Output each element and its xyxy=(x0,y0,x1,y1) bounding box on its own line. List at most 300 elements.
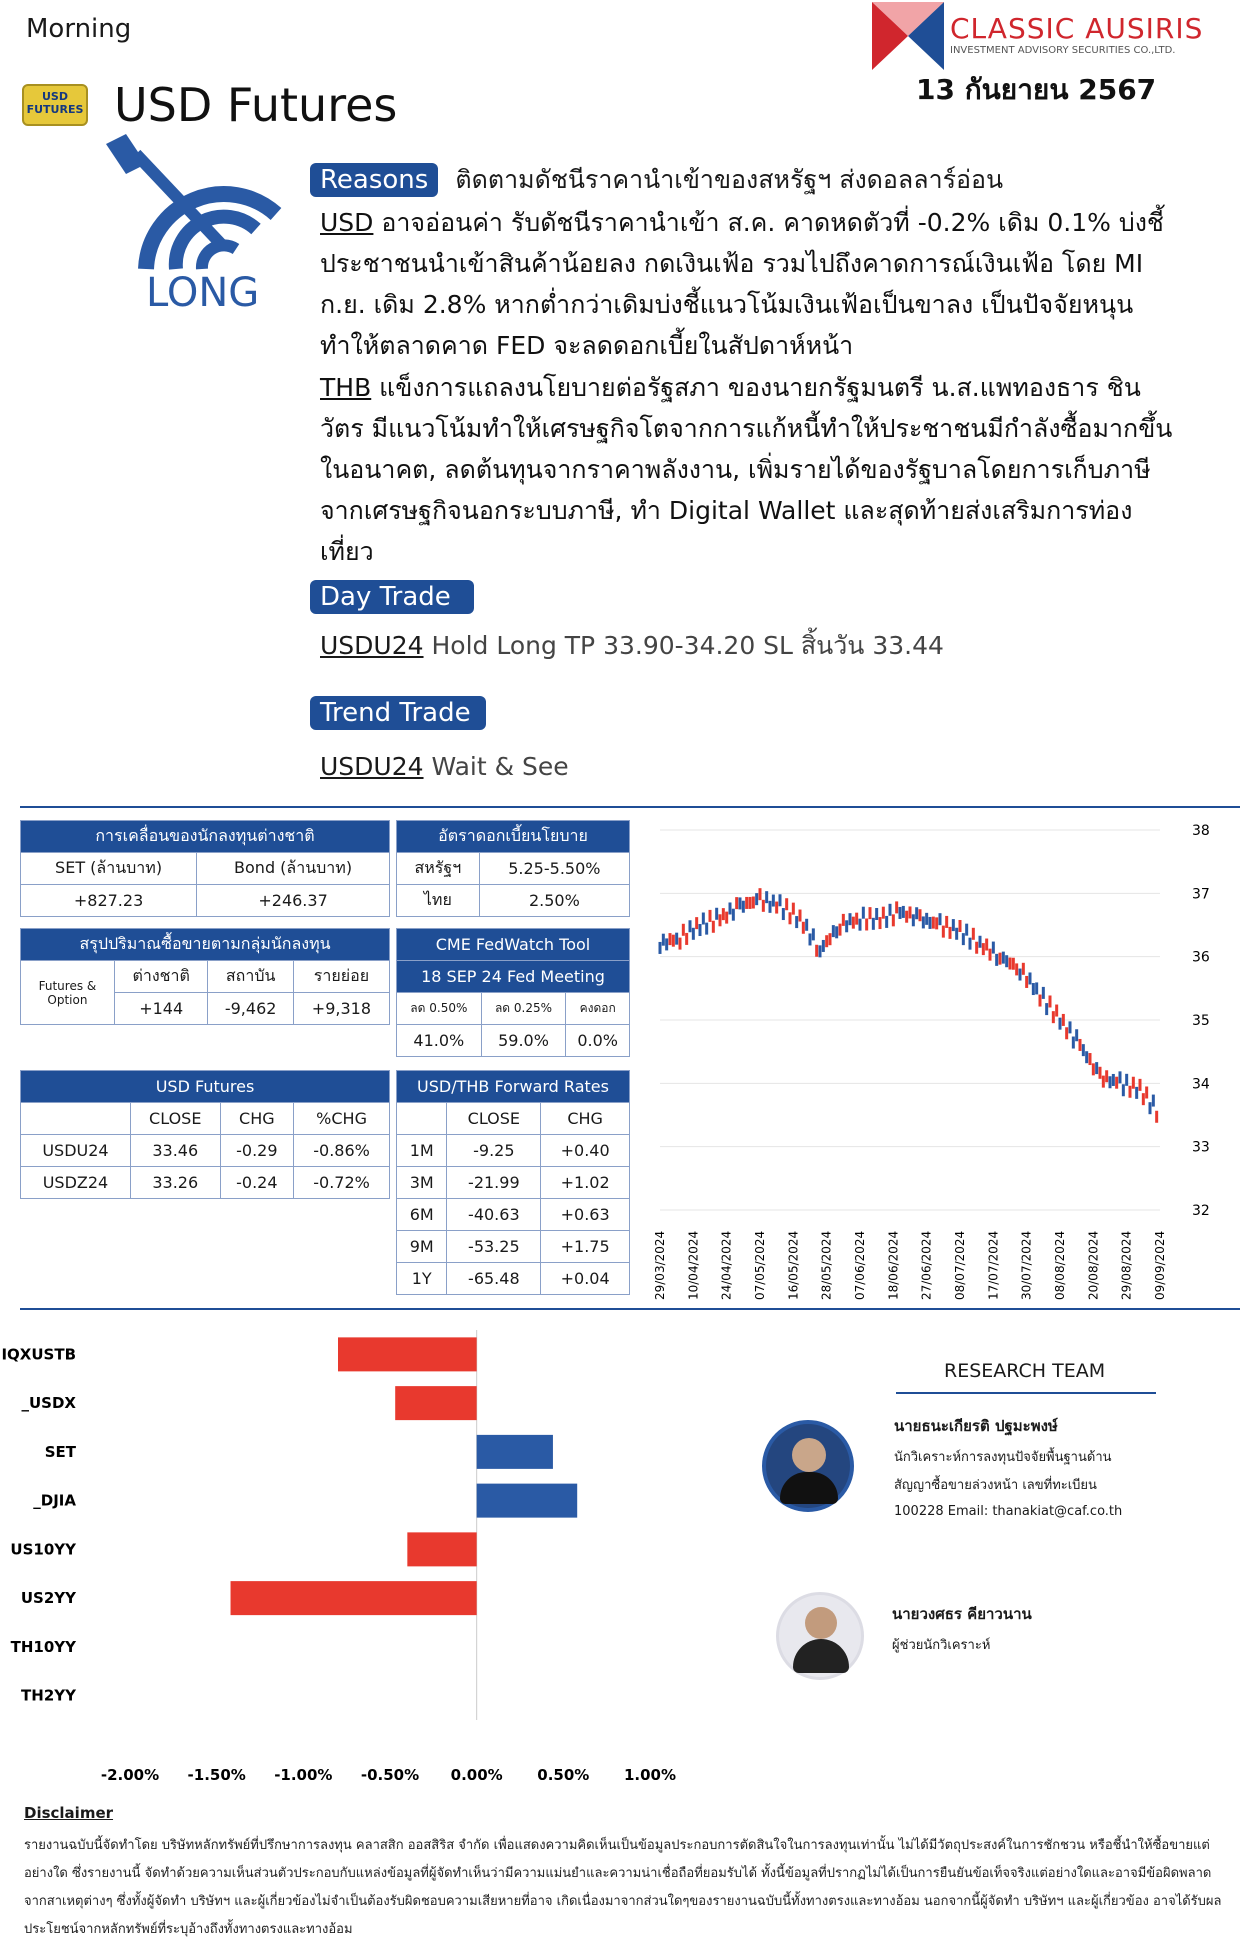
candle xyxy=(705,923,708,935)
candle xyxy=(899,907,902,919)
bar-category-label: US2YY xyxy=(20,1589,76,1608)
fwd-chg-h: CHG xyxy=(541,1103,630,1135)
candle xyxy=(792,903,795,915)
bond-header: Bond (ล้านบาท) xyxy=(197,853,390,885)
candle xyxy=(742,901,745,913)
foreign-value: +144 xyxy=(114,993,208,1025)
candle xyxy=(849,913,852,925)
thb-reason-text: แข็งการแถลงนโยบายต่อรัฐสภา ของนายกรัฐมนตรี น.ส.แพทองธาร ชินวัตร มีแนวโน้มทำให้เศรษฐกิจโตจากการแก้หนี้ทำให้ประชาชนมีกำลังซื้อมากขึ้นในอนาคต, ลดต้นทุนจากราคาพลังงาน, เพิ่มรายได้ของรัฐบาลโดยการเก็บภาษีจากเศรษฐกิจนอกระบบภาษี, ทำ Digital Wallet และสุดท้ายส่งเสริมการท่องเที่ยว xyxy=(320,373,1173,566)
candle xyxy=(672,935,675,947)
candle xyxy=(1025,976,1028,988)
candle xyxy=(762,900,765,912)
th-rate: 2.50% xyxy=(479,885,629,917)
trend-trade-text: Wait & See xyxy=(423,752,569,781)
candle xyxy=(922,916,925,928)
usdf-close-h: CLOSE xyxy=(130,1103,220,1135)
candle xyxy=(1012,958,1015,970)
candle xyxy=(802,922,805,934)
candle xyxy=(875,908,878,920)
candle xyxy=(962,933,965,945)
x-tick-label: 07/06/2024 xyxy=(853,1230,867,1300)
candle xyxy=(749,897,752,909)
candle xyxy=(779,894,782,906)
candle xyxy=(1039,995,1042,1007)
institution-value: -9,462 xyxy=(208,993,293,1025)
candle xyxy=(1152,1095,1155,1107)
bar xyxy=(477,1435,553,1469)
candle xyxy=(799,910,802,922)
target-icon xyxy=(96,134,280,274)
usdf-pct: -0.72% xyxy=(294,1167,390,1199)
cut25-value: 59.0% xyxy=(481,1025,566,1057)
candle xyxy=(755,893,758,905)
y-tick-label: 32 xyxy=(1192,1203,1210,1219)
candle xyxy=(925,913,928,925)
candle xyxy=(935,917,938,929)
candle xyxy=(662,934,665,946)
candle xyxy=(889,904,892,916)
candle xyxy=(692,928,695,940)
candle xyxy=(669,933,672,945)
candle xyxy=(1065,1027,1068,1039)
usd-futures-table xyxy=(20,1070,390,1199)
candle xyxy=(959,920,962,932)
candle xyxy=(1095,1062,1098,1074)
foreign-header: ต่างชาติ xyxy=(114,961,208,993)
x-tick-label: 17/07/2024 xyxy=(986,1230,1001,1300)
candle xyxy=(745,897,748,909)
usd-key: USD xyxy=(320,208,374,237)
fwd-tenor: 3M xyxy=(397,1167,447,1199)
disclaimer-title: Disclaimer xyxy=(24,1804,114,1822)
usd-reason-text: อาจอ่อนค่า รับดัชนีราคานำเข้า ส.ค. คาดหดตัวที่ -0.2% เดิม 0.1% บ่งชี้ประชาชนนำเข้าสินค้าน้อยลง กดเงินเฟ้อ รวมไปถึงคาดการณ์เงินเฟ้อ โดย MI ก.ย. เดิม 2.8% หากต่ำกว่าเดิมบ่งชี้แนวโน้มเงินเฟ้อเป็นขาลง เป็นปัจจัยหนุนทำให้ตลาดคาด FED จะลดดอกเบี้ยในสัปดาห์หน้า xyxy=(320,208,1164,360)
candle xyxy=(1015,963,1018,975)
candle xyxy=(872,918,875,930)
badge-text: USD FUTURES xyxy=(26,90,84,116)
day-trade-symbol: USDU24 xyxy=(320,631,424,660)
morning-label: Morning xyxy=(26,14,132,44)
candle xyxy=(685,933,688,945)
th-label: ไทย xyxy=(397,885,480,917)
candle xyxy=(1022,963,1025,975)
candle xyxy=(992,942,995,954)
candle xyxy=(822,940,825,952)
candle xyxy=(1059,1018,1062,1030)
candle xyxy=(902,906,905,918)
bar-category-label: TH10YY xyxy=(10,1637,76,1656)
fwd-chg: +0.63 xyxy=(541,1199,630,1231)
usdf-title: USD Futures xyxy=(21,1071,390,1103)
candle xyxy=(752,897,755,909)
candle xyxy=(862,907,865,919)
candle xyxy=(699,924,702,936)
candle xyxy=(989,949,992,961)
us-label: สหรัฐฯ xyxy=(397,853,480,885)
candle xyxy=(995,954,998,966)
market-change-bar-chart xyxy=(1,1320,720,1790)
trend-trade-pill-wrap xyxy=(310,696,486,730)
bar-category-label: SET xyxy=(44,1442,76,1461)
policy-rate-table xyxy=(396,820,630,917)
y-tick-label: 34 xyxy=(1192,1076,1210,1093)
analyst-2-name: นายวงศธร คียาวนาน xyxy=(892,1605,1032,1623)
fwd-close: -53.25 xyxy=(447,1231,541,1263)
candle xyxy=(975,942,978,954)
bar-category-label: US10YY xyxy=(10,1540,76,1559)
candle xyxy=(855,913,858,925)
y-tick-label: 33 xyxy=(1192,1139,1210,1156)
x-tick-label: 29/08/2024 xyxy=(1119,1230,1134,1300)
candle xyxy=(909,906,912,918)
candle xyxy=(979,936,982,948)
fwd-chg: +1.75 xyxy=(541,1231,630,1263)
candle xyxy=(765,891,768,903)
candle xyxy=(859,919,862,931)
candle xyxy=(829,933,832,945)
candle xyxy=(719,914,722,926)
candle xyxy=(1089,1053,1092,1065)
x-tick-label: 30/07/2024 xyxy=(1019,1230,1034,1300)
hold-value: 0.0% xyxy=(566,1025,630,1057)
bar xyxy=(338,1337,477,1371)
candle xyxy=(932,917,935,929)
candle xyxy=(982,943,985,955)
candle xyxy=(1005,955,1008,967)
fedwatch-title: CME FedWatch Tool xyxy=(397,929,630,961)
divider-top xyxy=(20,806,1240,808)
candle xyxy=(972,928,975,940)
candle xyxy=(1102,1076,1105,1088)
table-row-sym: USDU24 xyxy=(21,1135,131,1167)
bar-category-label: IQXUSTB xyxy=(1,1345,76,1364)
fwd-close: -65.48 xyxy=(447,1263,541,1295)
day-trade-pill: Day Trade xyxy=(310,580,474,614)
candle xyxy=(1109,1076,1112,1088)
fwd-tenor: 9M xyxy=(397,1231,447,1263)
x-tick-label: -1.50% xyxy=(187,1766,246,1784)
fedwatch-table xyxy=(396,928,630,1057)
candle xyxy=(819,945,822,957)
cut50-header: ลด 0.50% xyxy=(397,993,482,1025)
candle xyxy=(1115,1077,1118,1089)
usd-futures-badge-icon xyxy=(22,84,88,126)
usdf-chg-h: CHG xyxy=(220,1103,294,1135)
candle xyxy=(869,907,872,919)
candle xyxy=(1035,982,1038,994)
candle xyxy=(885,916,888,928)
candle xyxy=(675,933,678,945)
x-tick-label: 07/05/2024 xyxy=(753,1230,767,1300)
investor-table xyxy=(20,928,390,1025)
candle xyxy=(939,913,942,925)
signal-long-label: LONG xyxy=(146,270,260,316)
candle xyxy=(945,916,948,928)
candle xyxy=(815,945,818,957)
candle xyxy=(1142,1093,1145,1105)
x-tick-label: -2.00% xyxy=(100,1766,160,1784)
candle xyxy=(999,953,1002,965)
forward-rates-table xyxy=(396,1070,630,1295)
table-row-sym: USDZ24 xyxy=(21,1167,131,1199)
candle xyxy=(1149,1102,1152,1114)
candle xyxy=(1082,1044,1085,1056)
thb-reason xyxy=(320,367,1180,572)
x-tick-label: 18/06/2024 xyxy=(886,1230,901,1300)
candle xyxy=(775,902,778,914)
candle xyxy=(1055,1005,1058,1017)
candle xyxy=(985,939,988,951)
usdf-pct-h: %CHG xyxy=(294,1103,390,1135)
y-tick-label: 37 xyxy=(1192,886,1210,903)
candle xyxy=(1129,1086,1132,1098)
candle xyxy=(1099,1067,1102,1079)
report-date: 13 กันยายน 2567 xyxy=(916,73,1157,106)
candle xyxy=(882,907,885,919)
candle xyxy=(732,909,735,921)
candle xyxy=(915,907,918,919)
candle xyxy=(1105,1070,1108,1082)
candle xyxy=(1122,1084,1125,1096)
candle xyxy=(969,938,972,950)
brand-logo-icon xyxy=(872,2,944,70)
fo-label: Futures & Option xyxy=(21,961,115,1025)
candle xyxy=(709,910,712,922)
reasons-pill: Reasons xyxy=(310,163,438,197)
candle xyxy=(912,914,915,926)
avatar xyxy=(762,1420,854,1512)
x-tick-label: 29/03/2024 xyxy=(653,1230,667,1300)
x-tick-label: 0.50% xyxy=(537,1766,590,1784)
set-header: SET (ล้านบาท) xyxy=(21,853,197,885)
thb-key: THB xyxy=(320,373,372,402)
candle xyxy=(1042,987,1045,999)
y-tick-label: 38 xyxy=(1192,823,1210,839)
candle xyxy=(852,917,855,929)
candle xyxy=(712,921,715,933)
candle xyxy=(1155,1111,1158,1123)
candle xyxy=(942,926,945,938)
candle xyxy=(1072,1037,1075,1049)
page-title: USD Futures xyxy=(114,78,398,132)
candle xyxy=(1139,1079,1142,1091)
candle xyxy=(725,912,728,924)
candle xyxy=(679,938,682,950)
candle xyxy=(805,919,808,931)
candle xyxy=(729,902,732,914)
day-trade-text: Hold Long TP 33.90-34.20 SL สิ้นวัน 33.44 xyxy=(423,631,944,660)
cut25-header: ลด 0.25% xyxy=(481,993,566,1025)
candle xyxy=(789,912,792,924)
candle xyxy=(905,911,908,923)
fwd-close: -21.99 xyxy=(447,1167,541,1199)
candle xyxy=(1135,1087,1138,1099)
price-chart xyxy=(650,816,1240,1306)
brand-subtitle: INVESTMENT ADVISORY SECURITIES CO.,LTD. xyxy=(950,45,1176,56)
retail-value: +9,318 xyxy=(293,993,389,1025)
fwd-close-h: CLOSE xyxy=(447,1103,541,1135)
candle xyxy=(1032,983,1035,995)
foreign-title: การเคลื่อนของนักลงทุนต่างชาติ xyxy=(21,821,390,853)
candle xyxy=(1085,1051,1088,1063)
x-tick-label: 1.00% xyxy=(623,1766,677,1784)
candle xyxy=(1062,1014,1065,1026)
x-tick-label: 20/08/2024 xyxy=(1086,1230,1101,1300)
trend-trade-symbol: USDU24 xyxy=(320,752,424,781)
divider-mid xyxy=(20,1308,1240,1310)
candle xyxy=(835,926,838,938)
candle xyxy=(1049,995,1052,1007)
candle xyxy=(825,935,828,947)
fwd-chg: +0.04 xyxy=(541,1263,630,1295)
candle xyxy=(665,938,668,950)
trend-trade-line xyxy=(320,752,569,781)
bar xyxy=(407,1532,476,1566)
bond-value: +246.37 xyxy=(197,885,390,917)
usd-reason xyxy=(320,202,1180,366)
candle xyxy=(1029,972,1032,984)
day-trade-line xyxy=(320,626,944,666)
retail-header: รายย่อย xyxy=(293,961,389,993)
usdf-close: 33.46 xyxy=(130,1135,220,1167)
usdf-close: 33.26 xyxy=(130,1167,220,1199)
fwd-chg: +0.40 xyxy=(541,1135,630,1167)
candle xyxy=(809,933,812,945)
candle xyxy=(695,917,698,929)
disclaimer-text: รายงานฉบับนี้จัดทำโดย บริษัทหลักทรัพย์ที่ปรึกษาการลงทุน คลาสสิก ออสสิริส จำกัด เพื่อแสดงความคิดเห็นเป็นข้อมูลประกอบการตัดสินใจในการลงทุนเท่านั้น ไม่ได้มีวัตถุประสงค์ในการชักชวน หรือชี้นำให้ซื้อขายแต่อย่างใด ซึ่งรายงานนี้ จัดทำด้วยความเห็นส่วนตัวประกอบกับแหล่งข้อมูลที่ผู้จัดทำเห็นว่ามีความแม่นยำและความน่าเชื่อถือที่ยอมรับได้ ทั้งนี้ข้อมูลที่ปรากฏไม่ได้เป็นการยืนยันข้อเท็จจริงแต่อย่างใดและอาจมีข้อผิดพลาดจากสาเหตุต่างๆ ซึ่งทั้งผู้จัดทำ บริษัทฯ และผู้เกี่ยวข้องไม่จำเป็นต้องรับผิดชอบความเสียหายที่อาจ เกิดเนื่องมาจากส่วนใดๆของรายงานฉบับนี้ทั้งทางตรงและทางอ้อม นอกจากนี้ผู้จัดทำ บริษัทฯ และผู้เกี่ยวข้อง อาจได้รับผลประโยชน์จากหลักทรัพย์ที่ระบุอ้างถึงทั้งทางตรงและทางอ้อม xyxy=(24,1838,1222,1937)
candle xyxy=(919,909,922,921)
candle xyxy=(1045,1003,1048,1015)
candle xyxy=(812,928,815,940)
candle xyxy=(842,914,845,926)
analyst-1-name: นายธนะเกียรติ ปฐมะพงษ์ xyxy=(894,1417,1058,1435)
candle xyxy=(1112,1074,1115,1086)
candle xyxy=(1069,1021,1072,1033)
usdf-chg: -0.24 xyxy=(220,1167,294,1199)
candle xyxy=(879,917,882,929)
candle xyxy=(949,927,952,939)
candle xyxy=(1132,1077,1135,1089)
candle xyxy=(865,918,868,930)
y-tick-label: 35 xyxy=(1192,1013,1210,1029)
candle xyxy=(772,895,775,907)
analyst-1-line1: นักวิเคราะห์การลงทุนปัจจัยพื้นฐานด้าน xyxy=(894,1450,1112,1465)
candle xyxy=(845,920,848,932)
fwd-tenor: 6M xyxy=(397,1199,447,1231)
day-trade-pill-wrap xyxy=(310,580,474,614)
x-tick-label: 10/04/2024 xyxy=(686,1230,701,1300)
candle xyxy=(955,928,958,940)
bar xyxy=(477,1484,578,1518)
candle xyxy=(769,901,772,913)
x-tick-label: 27/06/2024 xyxy=(919,1230,934,1300)
us-rate: 5.25-5.50% xyxy=(479,853,629,885)
candle xyxy=(689,920,692,932)
candle xyxy=(839,924,842,936)
analyst-1-line2: สัญญาซื้อขายล่วงหน้า เลขที่ทะเบียน xyxy=(894,1478,1097,1493)
brand-name: CLASSIC AUSIRIS xyxy=(950,12,1204,45)
analyst-2-line1: ผู้ช่วยนักวิเคราะห์ xyxy=(892,1638,991,1653)
foreign-flow-table xyxy=(20,820,390,917)
candle xyxy=(682,924,685,936)
bar-category-label: _USDX xyxy=(21,1394,76,1413)
candle xyxy=(782,908,785,920)
x-tick-label: 08/07/2024 xyxy=(953,1230,967,1300)
usdf-pct: -0.86% xyxy=(294,1135,390,1167)
cut50-value: 41.0% xyxy=(397,1025,482,1057)
bar-category-label: TH2YY xyxy=(21,1686,76,1705)
candle xyxy=(722,908,725,920)
candle xyxy=(739,897,742,909)
x-tick-label: 09/09/2024 xyxy=(1153,1230,1167,1300)
bar xyxy=(231,1581,477,1615)
set-value: +827.23 xyxy=(21,885,197,917)
fedwatch-sub: 18 SEP 24 Fed Meeting xyxy=(397,961,630,993)
candle xyxy=(895,901,898,913)
fwd-chg: +1.02 xyxy=(541,1167,630,1199)
candle xyxy=(1119,1071,1122,1083)
trend-trade-pill: Trend Trade xyxy=(310,696,486,730)
bar-category-label: _DJIA xyxy=(33,1491,76,1510)
candle xyxy=(1075,1029,1078,1041)
candle xyxy=(759,888,762,900)
avatar xyxy=(776,1592,864,1680)
candle xyxy=(832,925,835,937)
candle xyxy=(1002,952,1005,964)
candle xyxy=(1145,1086,1148,1098)
x-tick-label: 16/05/2024 xyxy=(786,1230,801,1300)
fwd-tenor: 1Y xyxy=(397,1263,447,1295)
usdf-chg: -0.29 xyxy=(220,1135,294,1167)
rates-title: อัตราดอกเบี้ยนโยบาย xyxy=(397,821,630,853)
candle xyxy=(952,919,955,931)
candle xyxy=(1079,1039,1082,1051)
candle xyxy=(659,942,662,954)
candle xyxy=(785,898,788,910)
institution-header: สถาบัน xyxy=(208,961,293,993)
candle xyxy=(965,924,968,936)
candle xyxy=(1052,1011,1055,1023)
investor-title: สรุปปริมาณซื้อขายตามกลุ่มนักลงทุน xyxy=(21,929,390,961)
team-underline xyxy=(896,1392,1156,1394)
x-tick-label: -0.50% xyxy=(360,1766,420,1784)
candle xyxy=(795,916,798,928)
fwd-close: -9.25 xyxy=(447,1135,541,1167)
reasons-block xyxy=(310,160,1003,200)
candle xyxy=(735,897,738,909)
y-tick-label: 36 xyxy=(1192,949,1210,966)
fwd-close: -40.63 xyxy=(447,1199,541,1231)
x-tick-label: -1.00% xyxy=(274,1766,333,1784)
fwd-tenor: 1M xyxy=(397,1135,447,1167)
candle xyxy=(1009,958,1012,970)
x-tick-label: 24/04/2024 xyxy=(719,1230,734,1300)
reasons-headline: ติดตามดัชนีราคานำเข้าของสหรัฐฯ ส่งดอลลาร์อ่อน xyxy=(455,165,1004,194)
x-tick-label: 08/08/2024 xyxy=(1053,1230,1067,1300)
candle xyxy=(892,914,895,926)
bar xyxy=(395,1386,476,1420)
analyst-1-email: 100228 Email: thanakiat@caf.co.th xyxy=(894,1504,1123,1519)
candle xyxy=(702,913,705,925)
candle xyxy=(715,908,718,920)
x-tick-label: 0.00% xyxy=(450,1766,503,1784)
fwd-title: USD/THB Forward Rates xyxy=(397,1071,630,1103)
candle xyxy=(929,917,932,929)
candle xyxy=(1125,1074,1128,1086)
candle xyxy=(1019,969,1022,981)
research-team-title: RESEARCH TEAM xyxy=(944,1360,1106,1382)
x-tick-label: 28/05/2024 xyxy=(819,1230,834,1300)
candle xyxy=(1092,1063,1095,1075)
